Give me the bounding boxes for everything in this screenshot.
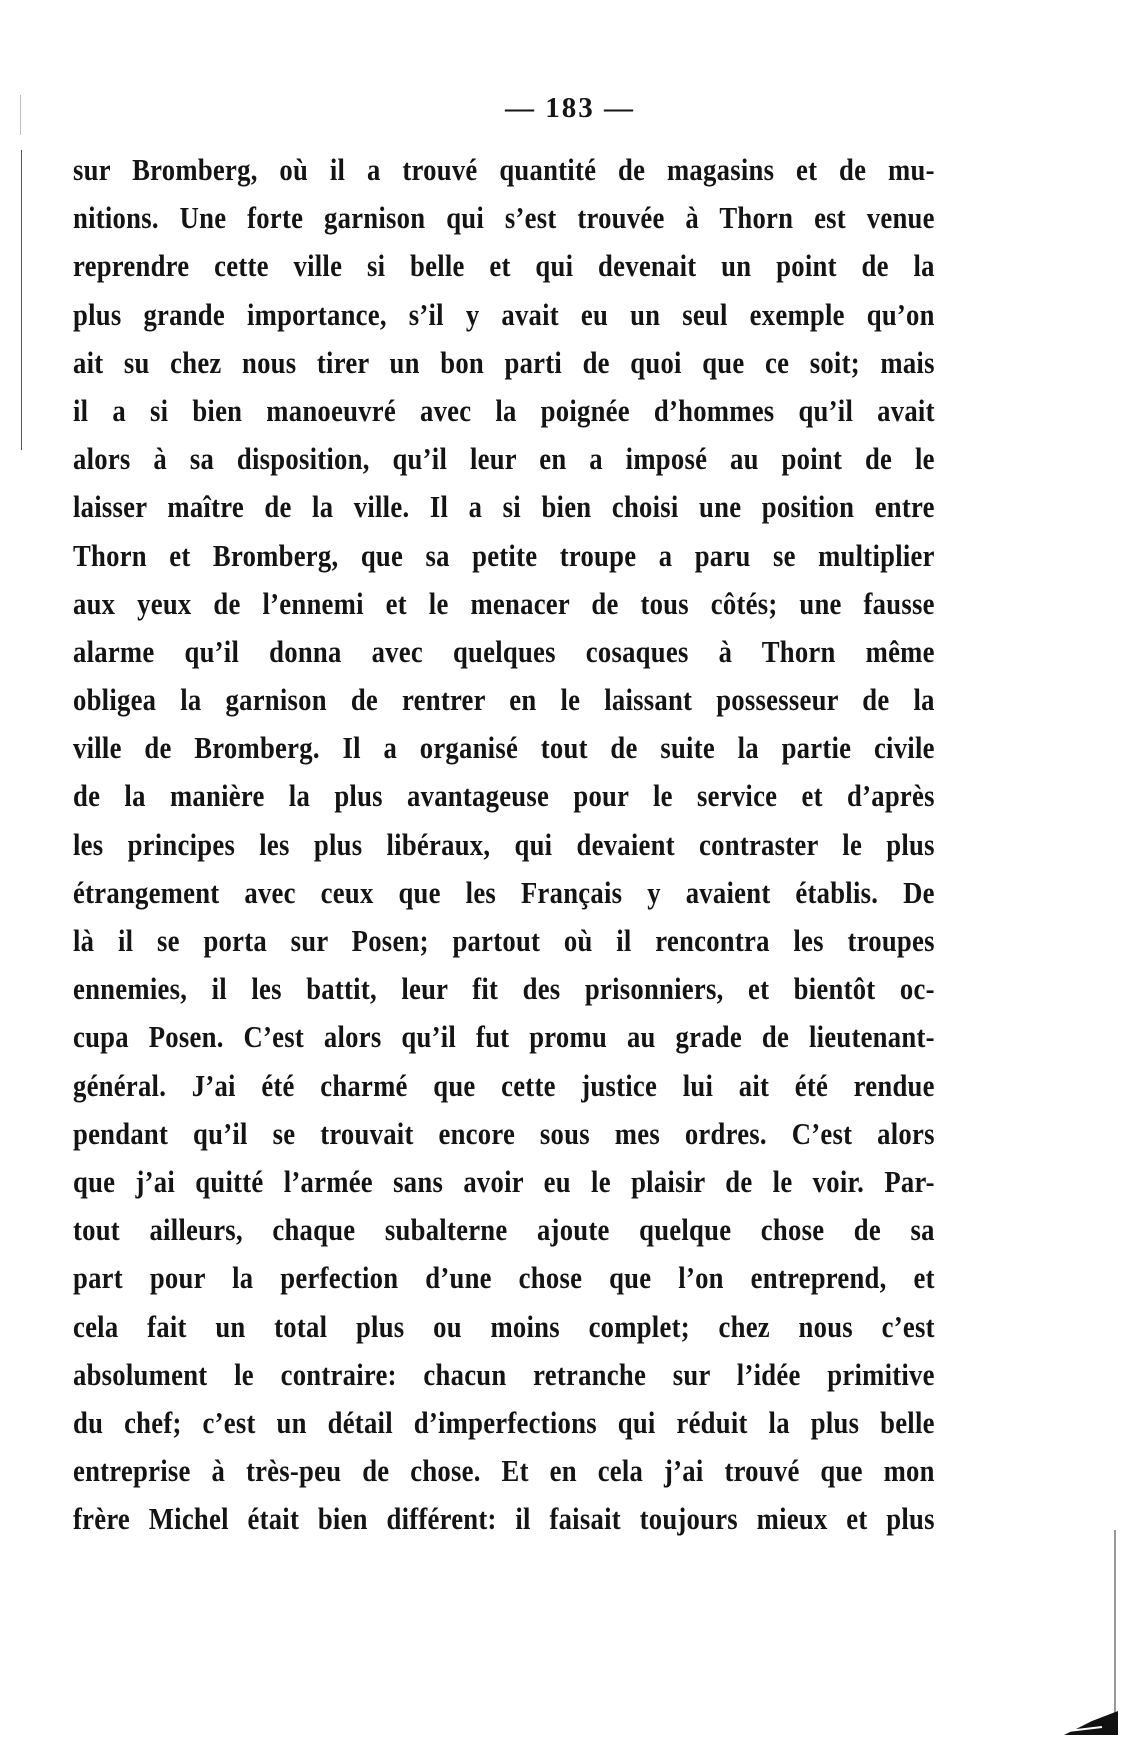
text-line: plus grande importance, s’il y avait eu un seul exemple qu’on <box>73 296 935 332</box>
text-line: part pour la perfection d’une chose que l’on entreprend, et <box>73 1260 935 1296</box>
text-line: aux yeux de l’ennemi et le menacer de tous côtés; une fausse <box>73 585 935 621</box>
text-line: que j’ai quitté l’armée sans avoir eu le plaisir de le voir. Par- <box>73 1163 935 1199</box>
text-line: alors à sa disposition, qu’il leur en a imposé au point de le <box>73 441 935 477</box>
text-line: général. J’ai été charmé que cette justice lui ait été rendue <box>73 1067 935 1103</box>
text-line: tout ailleurs, chaque subalterne ajoute quelque chose de sa <box>73 1212 935 1248</box>
text-line: ville de Bromberg. Il a organisé tout de suite la partie civile <box>73 730 935 766</box>
text-line: cupa Posen. C’est alors qu’il fut promu au grade de lieutenant- <box>73 1019 935 1055</box>
scan-corner-mark-icon <box>1062 1707 1120 1737</box>
page-number: — 183 — <box>505 92 635 124</box>
text-line: frère Michel était bien différent: il faisait toujours mieux et plus <box>73 1501 935 1537</box>
text-line: sur Bromberg, où il a trouvé quantité de magasins et de mu- <box>73 152 935 187</box>
text-line: il a si bien manoeuvré avec la poignée d’hommes qu’il avait <box>73 392 935 428</box>
text-line: ait su chez nous tirer un bon parti de quoi que ce soit; mais <box>73 344 935 380</box>
text-line: étrangement avec ceux que les Français y avaient établis. De <box>73 874 935 910</box>
text-line: entreprise à très-peu de chose. Et en cela j’ai trouvé que mon <box>73 1453 935 1489</box>
text-line: reprendre cette ville si belle et qui devenait un point de la <box>73 248 935 284</box>
text-line: obligea la garnison de rentrer en le laissant possesseur de la <box>73 682 935 718</box>
scan-artifact-line <box>21 150 22 450</box>
text-line: nitions. Une forte garnison qui s’est trouvée à Thorn est venue <box>73 200 935 236</box>
body-text <box>73 146 935 1543</box>
text-line: cela fait un total plus ou moins complet; chez nous c’est <box>73 1308 935 1344</box>
text-line: de la manière la plus avantageuse pour le service et d’après <box>73 778 935 814</box>
scan-artifact-line <box>1114 1530 1116 1730</box>
text-line: absolument le contraire: chacun retranche sur l’idée primitive <box>73 1356 935 1392</box>
text-line: ennemies, il les battit, leur fit des prisonniers, et bientôt oc- <box>73 971 935 1007</box>
text-line: alarme qu’il donna avec quelques cosaques à Thorn même <box>73 633 935 669</box>
text-line: pendant qu’il se trouvait encore sous mes ordres. C’est alors <box>73 1115 935 1151</box>
text-line: les principes les plus libéraux, qui devaient contraster le plus <box>73 826 935 862</box>
text-line: laisser maître de la ville. Il a si bien choisi une position entre <box>73 489 935 525</box>
text-line: là il se porta sur Posen; partout où il rencontra les troupes <box>73 923 935 958</box>
text-line: Thorn et Bromberg, que sa petite troupe a paru se multiplier <box>73 537 935 573</box>
text-line: du chef; c’est un détail d’imperfections qui réduit la plus belle <box>73 1404 935 1440</box>
